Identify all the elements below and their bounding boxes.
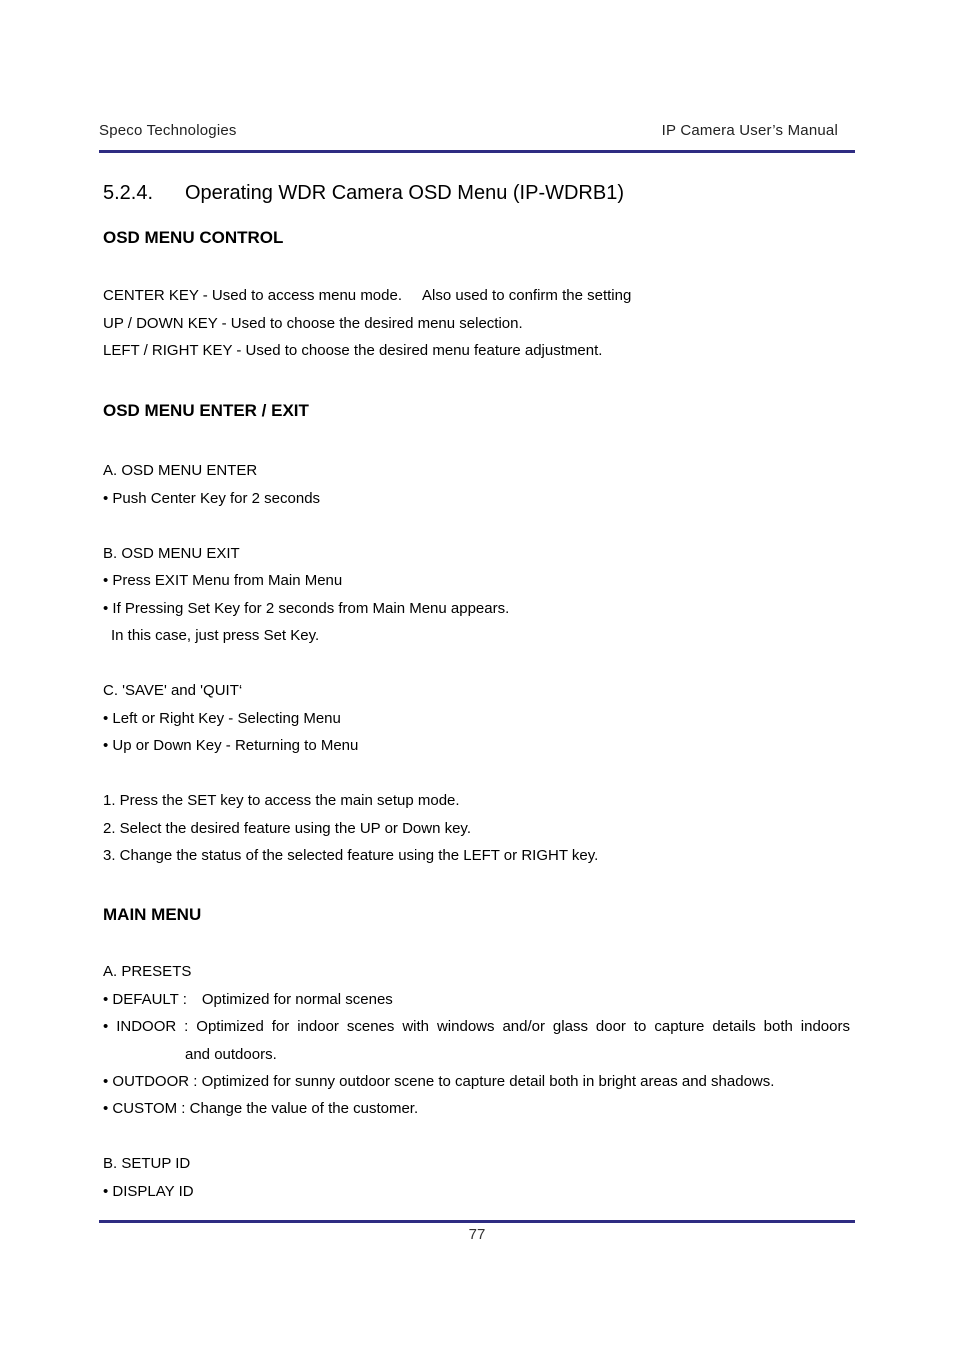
preset-default-desc: Optimized for normal scenes — [201, 991, 393, 1008]
section-title — [103, 182, 624, 205]
osd-menu-exit-item-2-cont: In this case, just press Set Key. — [111, 627, 320, 644]
save-quit-item-1: • Left or Right Key - Selecting Menu — [103, 710, 341, 727]
osd-menu-exit-title: B. OSD MENU EXIT — [103, 545, 240, 562]
center-key-extra: Also used to confirm the setting — [422, 287, 632, 304]
osd-menu-exit-item-2: • If Pressing Set Key for 2 seconds from Main Menu appears. — [103, 600, 510, 617]
osd-menu-enter-item: • Push Center Key for 2 seconds — [103, 490, 321, 507]
left-right-key-line: LEFT / RIGHT KEY - Used to choose the desired menu feature adjustment. — [103, 342, 603, 359]
step-1: 1. Press the SET key to access the main setup mode. — [103, 792, 460, 809]
main-menu-heading: MAIN MENU — [103, 905, 202, 924]
step-2: 2. Select the desired feature using the UP or Down key. — [103, 820, 471, 837]
section-title-text: Operating WDR Camera OSD Menu (IP-WDRB1) — [185, 182, 624, 204]
save-quit-item-2: • Up or Down Key - Returning to Menu — [103, 737, 359, 754]
section-number: 5.2.4. — [103, 182, 154, 204]
setup-id-title: B. SETUP ID — [103, 1155, 191, 1172]
header-manual-title: IP Camera User’s Manual — [661, 122, 838, 139]
center-key-line — [103, 287, 631, 304]
osd-menu-enter-exit-heading: OSD MENU ENTER / EXIT — [103, 401, 309, 420]
osd-menu-control-heading: OSD MENU CONTROL — [103, 228, 284, 247]
osd-menu-exit-item-1: • Press EXIT Menu from Main Menu — [103, 572, 343, 589]
footer-divider — [99, 1220, 855, 1223]
osd-menu-enter-title: A. OSD MENU ENTER — [103, 462, 258, 479]
preset-custom: • CUSTOM : Change the value of the customer. — [103, 1100, 419, 1117]
preset-outdoor: • OUTDOOR : Optimized for sunny outdoor scene to capture detail both in bright areas and shadows. — [103, 1073, 775, 1090]
up-down-key-line: UP / DOWN KEY - Used to choose the desired menu selection. — [103, 315, 523, 332]
save-quit-title: C. 'SAVE' and 'QUIT‘ — [103, 682, 243, 699]
page-number: 77 — [468, 1226, 486, 1243]
presets-title: A. PRESETS — [103, 963, 192, 980]
preset-default-label: • DEFAULT : — [103, 991, 187, 1008]
header-divider — [99, 150, 855, 153]
preset-indoor-cont: and outdoors. — [185, 1046, 277, 1063]
preset-default — [103, 991, 393, 1008]
header-company: Speco Technologies — [99, 122, 237, 139]
step-3: 3. Change the status of the selected feature using the LEFT or RIGHT key. — [103, 847, 599, 864]
center-key-text: CENTER KEY - Used to access menu mode. — [103, 287, 403, 304]
setup-id-display: • DISPLAY ID — [103, 1183, 194, 1200]
preset-indoor: • INDOOR : Optimized for indoor scenes with windows and/or glass door to capture details both indoors — [103, 1018, 850, 1035]
